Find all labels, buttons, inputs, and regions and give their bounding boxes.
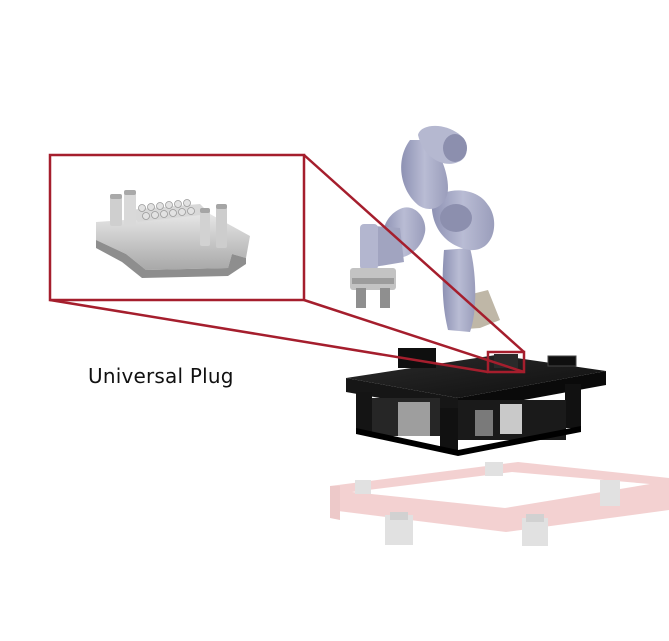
table-frame: [330, 462, 669, 546]
universal-plug-label: Universal Plug: [88, 364, 234, 388]
robot-arm: [350, 126, 500, 332]
robot-base-fixture: [346, 348, 606, 456]
